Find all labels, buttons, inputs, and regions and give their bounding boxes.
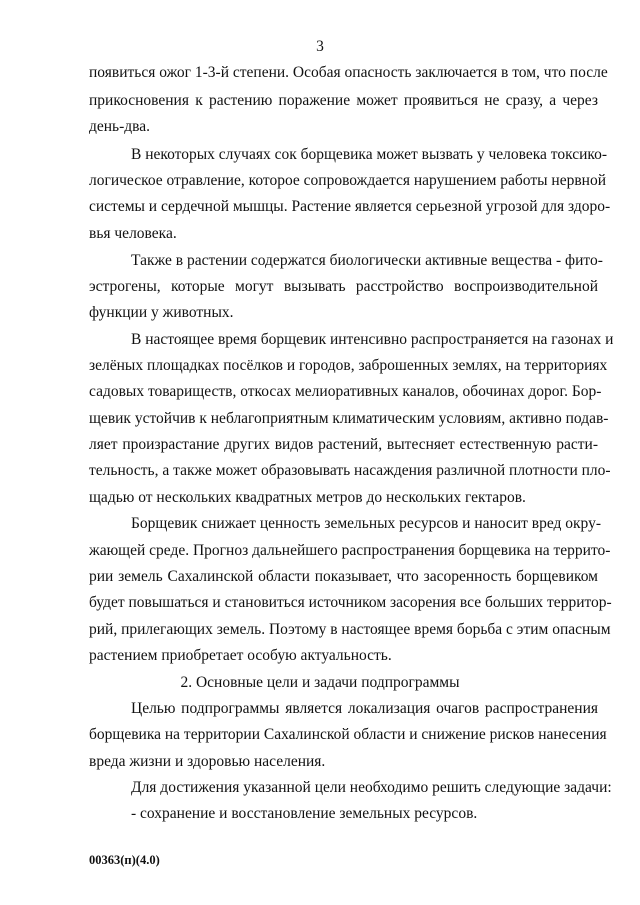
footer-document-code: 00363(п)(4.0) bbox=[89, 853, 160, 867]
text-line: логическое отравление, которое сопровождается нарушением работы нервной bbox=[89, 172, 607, 189]
text-line: тельность, а также может образовывать насаждения различной плотности пло- bbox=[89, 462, 611, 479]
text-line: Также в растении содержатся биологически активные вещества - фито- bbox=[131, 252, 603, 269]
text-line: рии земель Сахалинской области показывает, что засоренность борщевиком bbox=[89, 568, 598, 585]
text-line: вреда жизни и здоровью населения. bbox=[89, 753, 326, 770]
text-line: эстрогены, которые могут вызывать расстройство воспроизводительной bbox=[89, 278, 598, 295]
text-line: рий, прилегающих земель. Поэтому в настоящее время борьба с этим опасным bbox=[89, 621, 611, 638]
text-line: Борщевик снижает ценность земельных ресурсов и наносит вред окру- bbox=[131, 515, 602, 532]
text-line: день-два. bbox=[89, 118, 151, 135]
text-line: В настоящее время борщевик интенсивно распространяется на газонах и bbox=[131, 331, 614, 348]
text-line: вья человека. bbox=[89, 225, 177, 242]
text-line: растением приобретает особую актуальность. bbox=[89, 647, 392, 664]
text-line: ляет произрастание других видов растений, вытесняет естественную расти- bbox=[89, 436, 598, 453]
text-line: функции у животных. bbox=[89, 304, 234, 321]
page-number: 3 bbox=[316, 38, 324, 55]
text-line: В некоторых случаях сок борщевика может вызвать у человека токсико- bbox=[131, 146, 608, 163]
text-line: щадью от нескольких квадратных метров до нескольких гектаров. bbox=[89, 489, 526, 506]
text-line: Для достижения указанной цели необходимо решить следующие задачи: bbox=[131, 779, 612, 796]
text-line: борщевика на территории Сахалинской области и снижение рисков нанесения bbox=[89, 726, 607, 743]
text-line: щевик устойчив к неблагоприятным климатическим условиям, активно подав- bbox=[89, 410, 609, 427]
section-heading: 2. Основные цели и задачи подпрограммы bbox=[180, 674, 460, 691]
text-line: жающей среде. Прогноз дальнейшего распространения борщевика на террито- bbox=[89, 542, 611, 559]
text-line: зелёных площадках посёлков и городов, заброшенных землях, на территориях bbox=[89, 357, 608, 374]
text-line: - сохранение и восстановление земельных ресурсов. bbox=[131, 805, 478, 822]
text-line: прикосновения к растению поражение может проявиться не сразу, а через bbox=[89, 92, 598, 109]
text-line: Целью подпрограммы является локализация очагов распространения bbox=[131, 700, 598, 717]
text-line: будет повышаться и становиться источником засорения все больших территор- bbox=[89, 594, 612, 611]
text-line: системы и сердечной мышцы. Растение является серьезной угрозой для здоро- bbox=[89, 198, 611, 215]
text-line: садовых товариществ, откосах мелиоративных каналов, обочинах дорог. Бор- bbox=[89, 383, 602, 400]
text-line: появиться ожог 1-3-й степени. Особая опасность заключается в том, что после bbox=[89, 64, 608, 81]
